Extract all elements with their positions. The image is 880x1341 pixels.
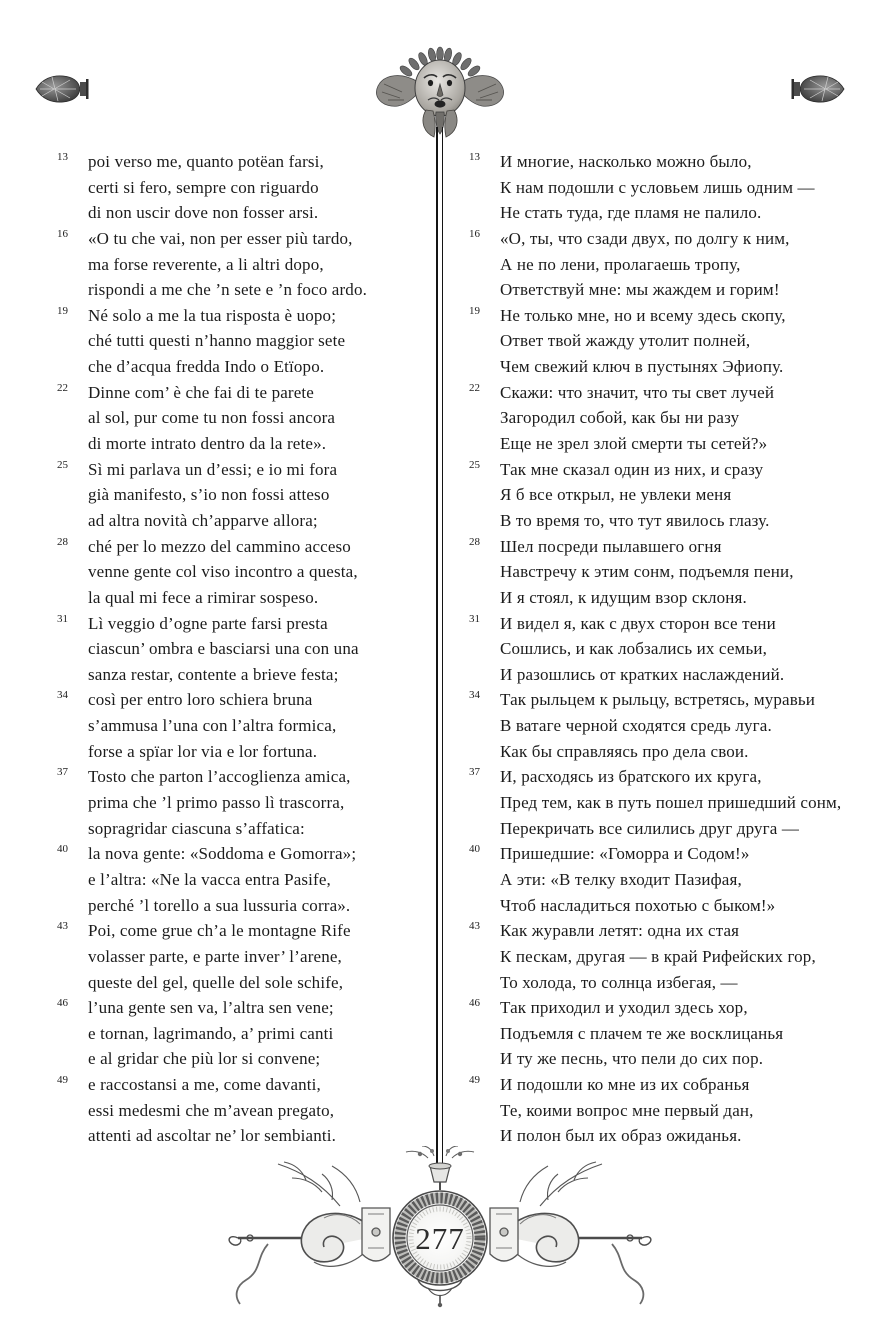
verse-line: Еще не зрел злой смерти ты сетей?» <box>500 434 768 454</box>
ribbon-right <box>612 1244 643 1304</box>
verse-number: 19 <box>469 304 480 317</box>
tercet <box>469 687 868 764</box>
verse-line: Так мне сказал один из них, и сразу <box>500 459 764 479</box>
verse-line: Не стать туда, где пламя не палило. <box>500 203 762 223</box>
verse-line: al sol, pur come tu non fossi ancora <box>88 408 336 428</box>
page-number-medallion <box>393 1191 487 1285</box>
verse-number: 34 <box>57 689 68 702</box>
verse-line: rispondi a me che ’n sete e ’n foco ardo. <box>88 280 367 300</box>
tercet <box>469 534 868 611</box>
verse-line: già manifesto, s’io non fossi atteso <box>88 485 330 505</box>
verse-line: Poi, come grue ch’a le montagne Rife <box>88 921 351 941</box>
tercet <box>57 1072 433 1149</box>
verse-number: 37 <box>469 766 480 779</box>
verse-line: Чтоб насладиться похотью с быком!» <box>500 895 776 915</box>
verse-line: К нам подошли с условьем лишь одним — <box>500 177 815 197</box>
pinecone-finial-left <box>36 76 89 102</box>
ribbon-left <box>237 1244 268 1304</box>
verse-line: И подошли ко мне из их собранья <box>500 1075 750 1095</box>
tercet <box>469 226 868 303</box>
verse-line: la nova gente: «Soddoma e Gomorra»; <box>88 844 357 864</box>
verse-line: Пред тем, как в путь пошел пришедший сонм, <box>500 793 842 813</box>
tercet <box>57 995 433 1072</box>
verse-line: di non uscir dove non fosser arsi. <box>88 203 319 223</box>
verse-line: Lì veggio d’ogne parte farsi presta <box>88 613 328 633</box>
verse-line: e l’altra: «Ne la vacca entra Pasife, <box>88 869 331 889</box>
verse-line: volasser parte, e parte inver’ l’arene, <box>88 946 342 966</box>
verse-line: ma forse reverente, a li altri dopo, <box>88 254 324 274</box>
verse-number: 22 <box>57 381 68 394</box>
verse-line: И, расходясь из братского их круга, <box>500 767 762 787</box>
verse-line: Скажи: что значит, что ты свет лучей <box>500 382 775 402</box>
tercet <box>57 764 433 841</box>
verse-line: Как бы справляясь про дела свои. <box>500 741 749 761</box>
verse-number: 31 <box>469 612 480 625</box>
tercet <box>57 149 433 226</box>
verse-line: Подъемля с плачем те же восклицанья <box>500 1023 784 1043</box>
verse-number: 40 <box>469 843 480 856</box>
vase <box>406 1146 474 1190</box>
tercet <box>469 457 868 534</box>
verse-line: e tornan, lagrimando, a’ primi canti <box>88 1023 334 1043</box>
verse-line: che d’acqua fredda Indo o Etïopo. <box>88 357 325 377</box>
verse-line: sanza restar, contente a brieve festa; <box>88 664 339 684</box>
verse-line: «O tu che vai, non per esser più tardo, <box>88 228 353 248</box>
verse-number: 28 <box>469 535 480 548</box>
tercet <box>469 995 868 1072</box>
foliage-right <box>520 1162 602 1206</box>
verse-line: la qual mi fece a rimirar sospeso. <box>88 587 319 607</box>
verse-line: В ватаге черной сходятся средь луга. <box>500 716 772 736</box>
tercet <box>57 687 433 764</box>
verse-line: e raccostansi a me, come davanti, <box>88 1075 321 1095</box>
tercet <box>469 841 868 918</box>
tercet <box>469 380 868 457</box>
bottom-pendant <box>418 1280 462 1307</box>
tercet <box>57 457 433 534</box>
verse-number: 22 <box>469 381 480 394</box>
verse-line: И разошлись от кратких наслаждений. <box>500 664 785 684</box>
verse-line: Так приходил и уходил здесь хор, <box>500 998 748 1018</box>
verse-line: К пескам, другая — в край Рифейских гор, <box>500 946 816 966</box>
verse-line: И я стоял, к идущим взор склоня. <box>500 587 747 607</box>
verse-number: 19 <box>57 304 68 317</box>
verse-number: 49 <box>469 1074 480 1087</box>
verse-line: А не по лени, пролагаешь тропу, <box>500 254 741 274</box>
verse-number: 31 <box>57 612 68 625</box>
verse-line: sopragridar ciascuna s’affatica: <box>88 818 305 838</box>
verse-line: Sì mi parlava un d’essi; e io mi fora <box>88 459 338 479</box>
verse-number: 49 <box>57 1074 68 1087</box>
verse-line: ad altra novità ch’apparve allora; <box>88 510 318 530</box>
verse-line: s’ammusa l’una con l’altra formica, <box>88 716 337 736</box>
tercet <box>469 149 868 226</box>
verse-line: Перекричать все силились друг друга — <box>500 818 800 838</box>
verse-line: Né solo a me la tua risposta è uopo; <box>88 305 337 325</box>
verse-line: Пришедшие: «Гоморра и Содом!» <box>500 844 750 864</box>
tercet <box>57 534 433 611</box>
verse-line: Загородил собой, как бы ни разу <box>500 408 740 428</box>
verse-line: И полон был их образ ожиданья. <box>500 1126 742 1146</box>
verse-line: Dinne com’ è che fai di te parete <box>88 382 314 402</box>
verse-line: Чем свежий ключ в пустынях Эфиопу. <box>500 357 784 377</box>
verse-line: И многие, насколько можно было, <box>500 152 752 171</box>
verse-line: «О, ты, что сзади двух, по долгу к ним, <box>500 228 790 248</box>
verse-number: 16 <box>469 227 480 240</box>
column-divider <box>436 127 443 1163</box>
pinecone-finial-right <box>792 76 845 102</box>
russian-column <box>469 149 868 1149</box>
verse-number: 46 <box>57 997 68 1010</box>
verse-number: 40 <box>57 843 68 856</box>
verse-line: queste del gel, quelle del sole schife, <box>88 972 344 992</box>
verse-line: Так рыльцем к рыльцу, встретясь, муравьи <box>500 690 816 710</box>
verse-line: poi verso me, quanto potëan farsi, <box>88 152 324 171</box>
tercet <box>57 918 433 995</box>
italian-column <box>57 149 433 1149</box>
verse-line: attenti ad ascoltar ne’ lor sembianti. <box>88 1126 337 1146</box>
mascaron-icon <box>376 47 503 137</box>
tercet <box>57 226 433 303</box>
verse-line: ché tutti questi n’hanno maggior sete <box>88 331 346 351</box>
verse-line: essi medesmi che m’avean pregato, <box>88 1100 335 1120</box>
tercet <box>469 918 868 995</box>
verse-line: e al gridar che più lor si convene; <box>88 1049 321 1069</box>
tercet <box>57 303 433 380</box>
verse-line: Ответствуй мне: мы жаждем и горим! <box>500 280 780 300</box>
page-number: 277 <box>415 1221 465 1256</box>
verse-number: 16 <box>57 227 68 240</box>
verse-line: Tosto che parton l’accoglienza amica, <box>88 767 351 787</box>
foliage-left <box>278 1162 360 1206</box>
tercet <box>469 1072 868 1149</box>
verse-line: Ответ твой жажду утолит полней, <box>500 331 751 351</box>
verse-number: 13 <box>469 151 480 163</box>
tercet <box>57 841 433 918</box>
verse-line: così per entro loro schiera bruna <box>88 690 313 710</box>
verse-line: И ту же песнь, что пели до сих пор. <box>500 1049 764 1069</box>
verse-number: 43 <box>57 920 68 933</box>
verse-line: forse a spïar lor via e lor fortuna. <box>88 741 318 761</box>
tercet <box>57 611 433 688</box>
verse-line: В то время то, что тут явилось глазу. <box>500 510 770 530</box>
verse-line: Навстречу к этим сонм, подъемля пени, <box>500 562 794 582</box>
verse-number: 34 <box>469 689 480 702</box>
verse-line: И видел я, как с двух сторон все тени <box>500 613 776 633</box>
verse-line: Шел посреди пылавшего огня <box>500 536 722 556</box>
verse-line: ché per lo mezzo del cammino acceso <box>88 536 351 556</box>
verse-number: 28 <box>57 535 68 548</box>
footer-cartouche-ornament <box>210 1146 670 1311</box>
verse-number: 43 <box>469 920 480 933</box>
verse-number: 25 <box>57 458 68 471</box>
verse-line: prima che ’l primo passo lì trascorra, <box>88 793 345 813</box>
verse-line: А эти: «В телку входит Пазифая, <box>500 869 742 889</box>
verse-line: То холода, то солнца избегая, — <box>500 972 738 992</box>
verse-number: 46 <box>469 997 480 1010</box>
tercet <box>57 380 433 457</box>
verse-line: ciascun’ ombra e basciarsi una con una <box>88 639 359 659</box>
verse-line: certi si fero, sempre con riguardo <box>88 177 319 197</box>
verse-line: perché ’l torello a sua lussuria corra». <box>88 895 351 915</box>
verse-line: Я б все открыл, не увлеки меня <box>500 485 732 505</box>
verse-number: 25 <box>469 458 480 471</box>
tercet <box>469 611 868 688</box>
verse-number: 13 <box>57 151 68 163</box>
verse-line: Не только мне, но и всему здесь скопу, <box>500 305 786 325</box>
verse-line: Как журавли летят: одна их стая <box>500 921 740 941</box>
verse-line: Сошлись, и как лобзались их семьи, <box>500 639 767 659</box>
tercet <box>469 303 868 380</box>
verse-line: Те, коими вопрос мне первый дан, <box>500 1100 754 1120</box>
tercet <box>469 764 868 841</box>
verse-line: l’una gente sen va, l’altra sen vene; <box>88 998 334 1018</box>
verse-number: 37 <box>57 766 68 779</box>
verse-line: venne gente col viso incontro a questa, <box>88 562 358 582</box>
verse-line: di morte intrato dentro da la rete». <box>88 434 327 454</box>
